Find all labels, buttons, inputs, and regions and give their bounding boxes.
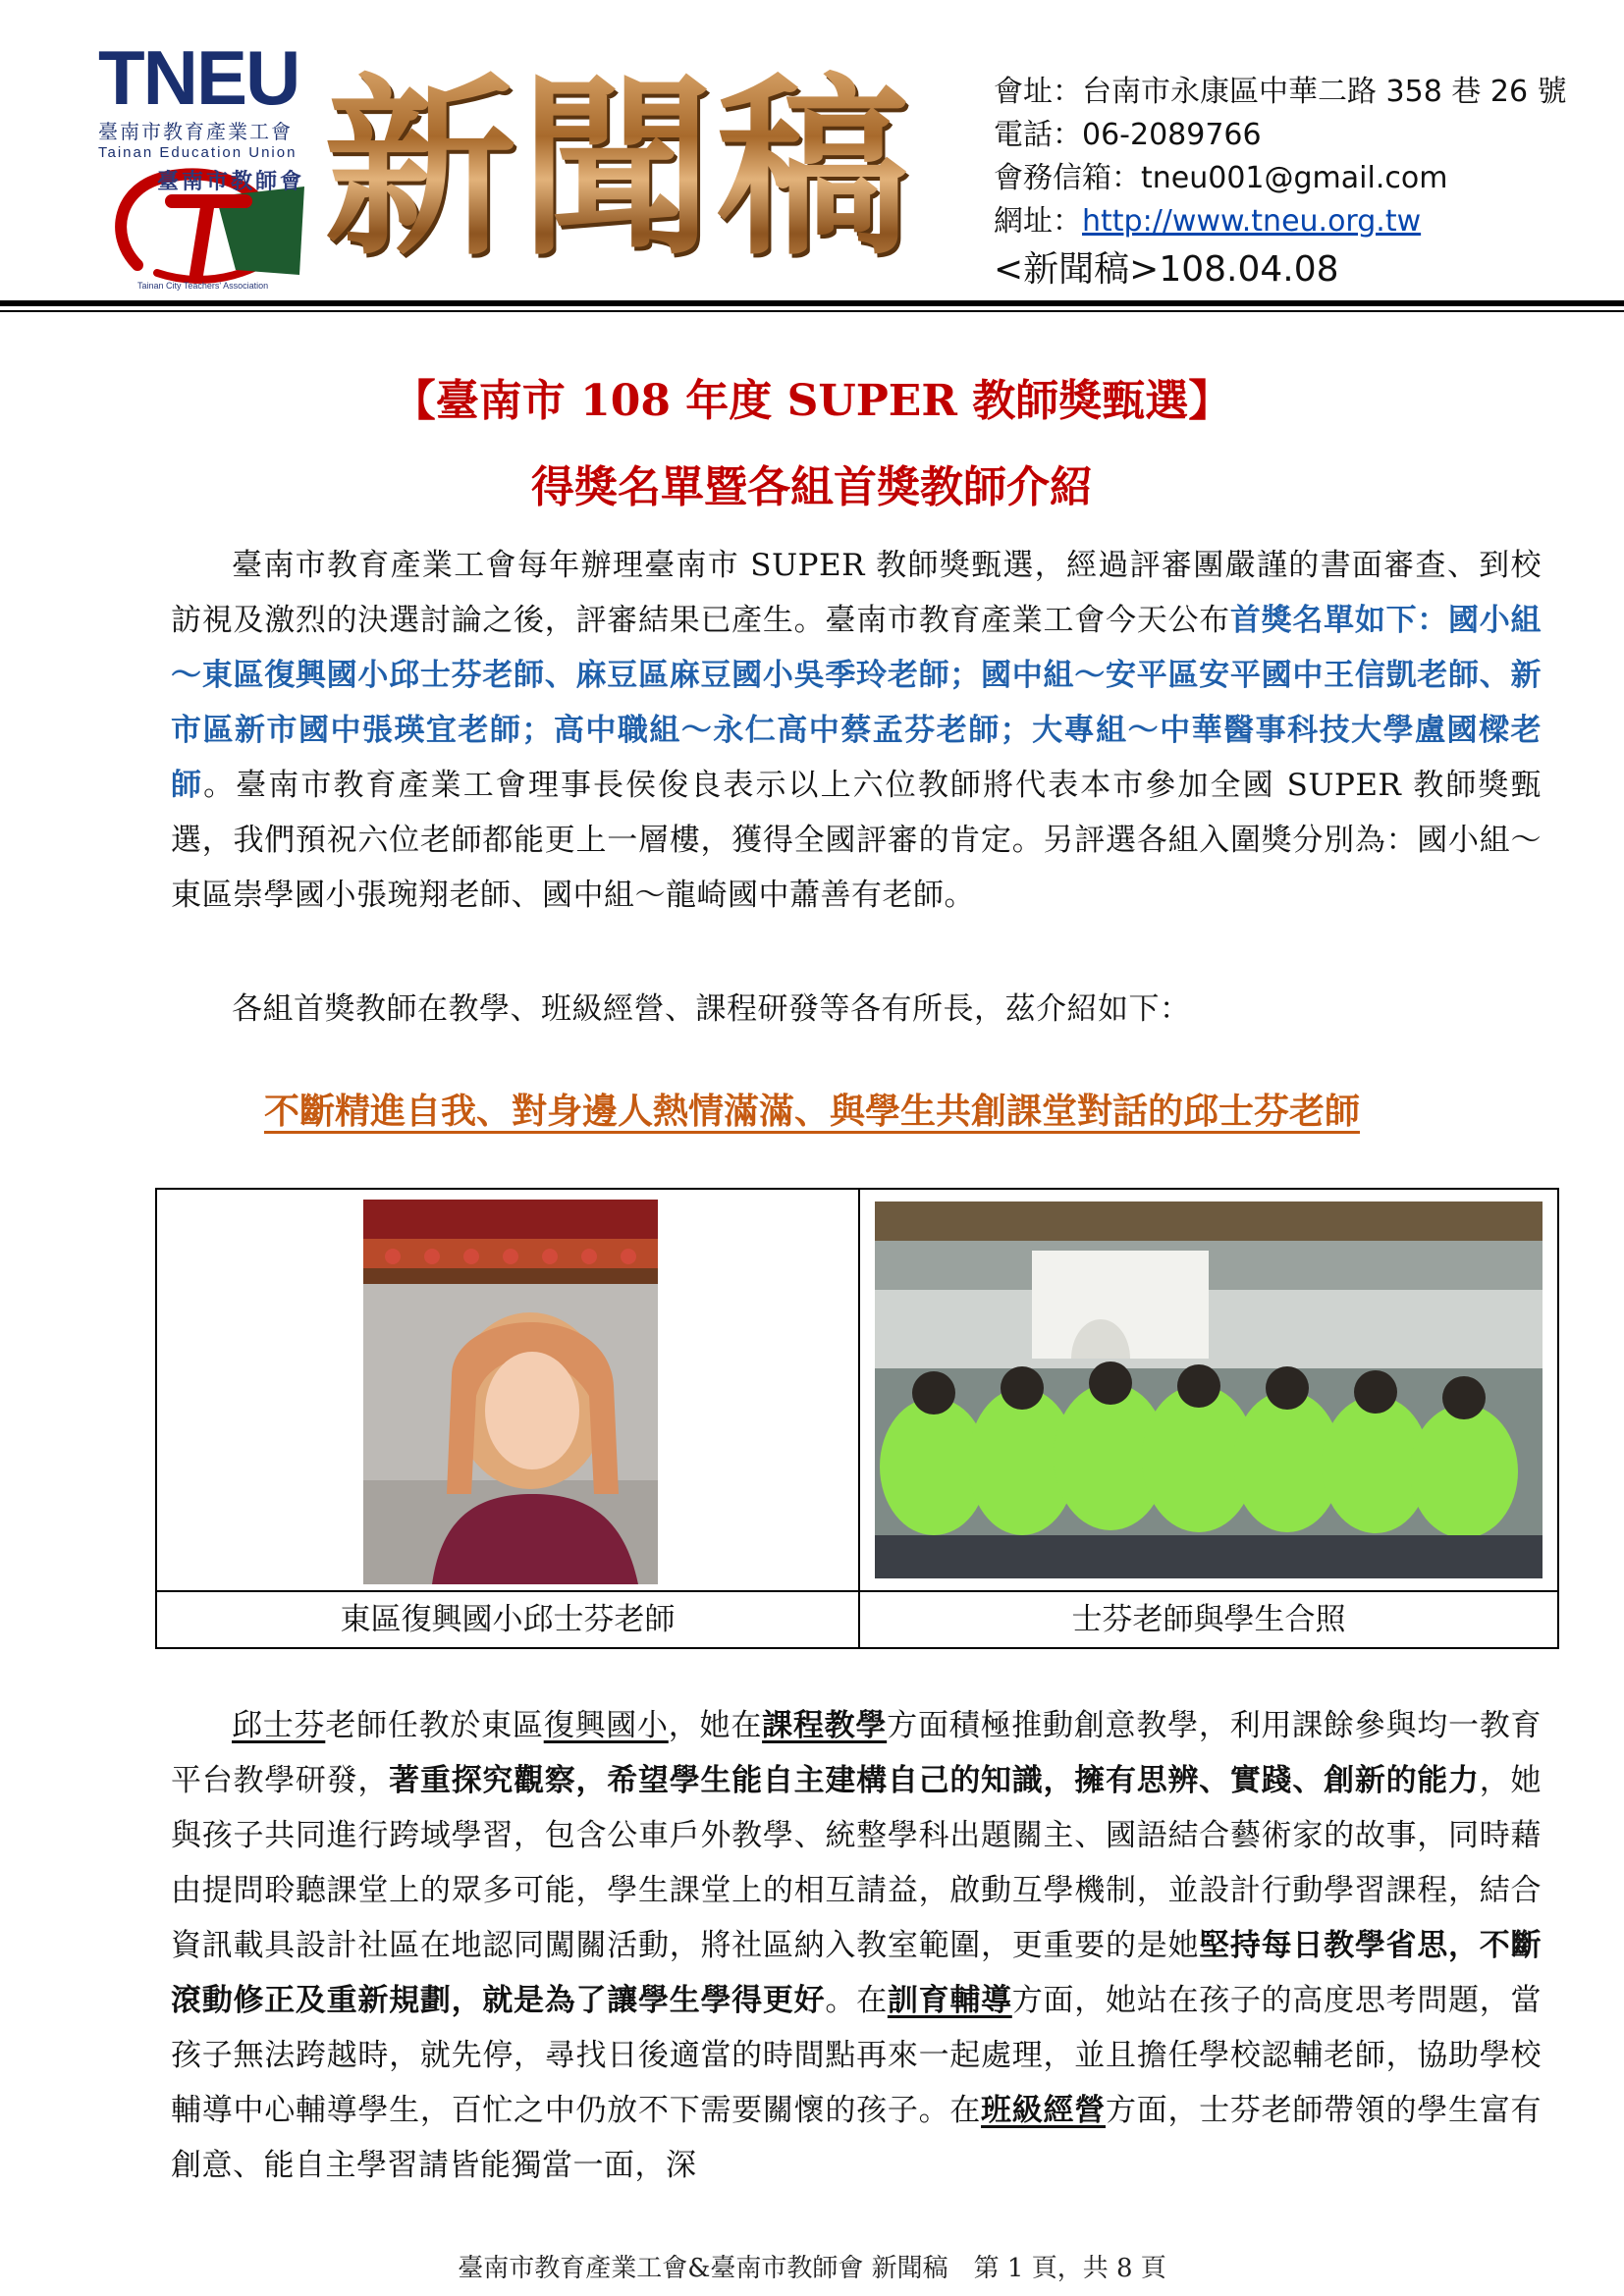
profile-text-5: 。在: [825, 1983, 888, 2018]
headline-title: 【臺南市 108 年度 SUPER 教師獎甄選】: [392, 376, 1232, 426]
section-heading: 不斷精進自我、對身邊人熱情滿滿、與學生共創課堂對話的邱士芬老師: [263, 1091, 1360, 1132]
profile-text-2: ，她在: [668, 1708, 763, 1743]
profile-text-7: 方面，士芬老師帶領的學生富有創意、能自主學習請皆能獨當一面，深: [171, 2093, 1543, 2183]
tneu-logo-wordmark: TNEU: [98, 34, 299, 121]
winners-list: 首獎名單如下：國小組～東區復興國小邱士芬老師、麻豆區麻豆國小吳季玲老師；國中組～安平區安平國中王信凱老師、新市區新市國中張瑛宜老師；高中職組～永仁高中蔡孟芬老師；大專組～中華醫事科技大學盧國樑老師: [171, 603, 1542, 803]
tneu-logo-english: Tainan Education Union: [98, 144, 298, 161]
keyword-guidance: 訓育輔導: [887, 1983, 1012, 2018]
teachers-association-seal: [98, 157, 324, 294]
intro-paragraph: [171, 538, 1542, 923]
contact-phone: 電話：06-2089766: [994, 118, 1262, 152]
profile-text-1: 老師任教於東區: [325, 1708, 544, 1743]
teacher-name: 邱士芬: [232, 1708, 326, 1743]
intro-transition: 各組首獎教師在教學、班級經營、課程研發等各有所長，茲介紹如下：: [232, 991, 1191, 1027]
headline-subtitle: 得獎名單暨各組首獎教師介紹: [531, 462, 1093, 512]
tneu-logo-chinese: 臺南市教育產業工會: [98, 120, 293, 143]
school-name: 復興國小: [543, 1708, 669, 1743]
website-label: 網址：: [994, 204, 1082, 239]
profile-text-4: ，她與孩子共同進行跨域學習，包含公車戶外教學、統整學科出題關主、國語結合藝術家的故事，同時藉由提問聆聽課堂上的眾多可能，學生課堂上的相互請益，啟動互學機制，並設計行動學習課程，結合資訊載具設計社區在地認同闖關活動，將社區納入教室範圍，更重要的是她: [171, 1763, 1543, 1963]
keyword-class-management: 班級經營: [981, 2093, 1106, 2128]
intro-rest: 。臺南市教育產業工會理事長侯俊良表示以上六位教師將代表本市參加全國 SUPER 教師獎甄選，我們預祝六位老師都能更上一層樓，獲得全國評審的肯定。另評選各組入圍獎分別為：國小組～東區崇學國小張琬翔老師、國中組～龍崎國中蕭善有老師。: [171, 768, 1543, 913]
group-image-icon: [875, 1201, 1543, 1578]
emphasis-reflection: 堅持每日教學省思，不斷滾動修正及重新規劃，就是為了讓學生學得更好: [171, 1928, 1542, 2018]
contact-email: 會務信箱：tneu001@gmail.com: [994, 161, 1448, 195]
table-divider-vertical: [858, 1190, 860, 1647]
tneu-logo: [98, 34, 304, 161]
keyword-curriculum: 課程教學: [762, 1708, 888, 1743]
students-group-photo: [875, 1201, 1543, 1578]
teacher-portrait-photo: [363, 1200, 658, 1584]
table-divider-horizontal: [157, 1590, 1557, 1592]
portrait-image-icon: [363, 1200, 658, 1584]
masthead-title: 新聞稿: [324, 56, 914, 282]
seal-text: 臺南市教師會: [157, 169, 305, 194]
release-date: <新聞稿>108.04.08: [994, 249, 1339, 290]
teacher-profile-paragraph: [171, 1698, 1542, 2193]
emphasis-inquiry: 著重探究觀察，希望學生能自主建構自己的知識，擁有思辨、實踐、創新的能力: [389, 1763, 1480, 1798]
website-link[interactable]: http://www.tneu.org.tw: [1082, 204, 1422, 239]
portrait-caption: 東區復興國小邱士芬老師: [340, 1602, 676, 1637]
header-divider-thin: [0, 310, 1624, 312]
intro-text: 臺南市教育產業工會每年辦理臺南市 SUPER 教師獎甄選，經過評審團嚴謹的書面審查、到校訪視及激烈的決選討論之後，評審結果已產生。臺南市教育產業工會今天公布: [171, 548, 1542, 638]
contact-block: [994, 71, 1567, 294]
contact-website: [994, 200, 1567, 243]
header-divider-thick: [0, 300, 1624, 306]
contact-address: 會址：台南市永康區中華二路 358 巷 26 號: [994, 75, 1567, 109]
seal-caption: Tainan City Teachers' Association: [137, 281, 269, 291]
profile-text-6: 方面，她站在孩子的高度思考問題，當孩子無法跨越時，就先停，尋找日後適當的時間點再來一起處理，並且擔任學校認輔老師，協助學校輔導中心輔導學生，百忙之中仍放不下需要關懷的孩子。在: [171, 1983, 1543, 2128]
profile-text-3: 方面積極推動創意教學，利用課餘參與均一教育平台教學研發，: [171, 1708, 1543, 1798]
page-footer: 臺南市教育產業工會&臺南市教師會 新聞稿 第 1 頁，共 8 頁: [458, 2254, 1166, 2283]
photo-table: [155, 1188, 1559, 1649]
group-photo-caption: 士芬老師與學生合照: [1071, 1602, 1346, 1637]
